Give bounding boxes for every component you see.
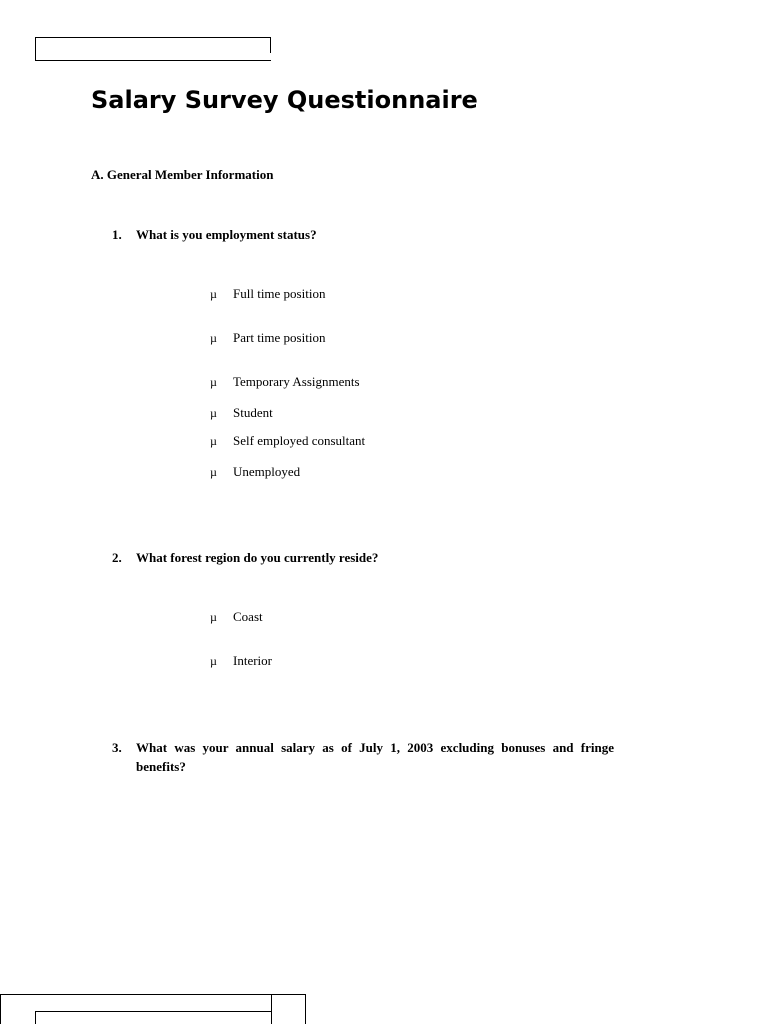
footer-frame (0, 994, 306, 1024)
option-self-employed[interactable] (210, 433, 365, 449)
option-part-time[interactable] (210, 330, 325, 346)
footer-frame-inner (35, 1011, 271, 1024)
question-3 (112, 738, 614, 776)
option-label: Student (233, 405, 273, 420)
question-number: 3. (112, 740, 122, 755)
page-title: Salary Survey Questionnaire (91, 86, 478, 114)
header-frame-left-edge (35, 45, 36, 61)
question-2 (112, 548, 378, 567)
question-text: What was your annual salary as of July 1, 2003 excluding bonuses and fringe benefits? (136, 740, 614, 774)
question-number: 2. (112, 550, 122, 565)
option-label: Unemployed (233, 464, 301, 479)
bullet-symbol: µ (210, 331, 217, 345)
bullet-symbol: µ (210, 654, 217, 668)
option-interior[interactable] (210, 653, 272, 669)
bullet-symbol: µ (210, 434, 217, 448)
option-label: Full time position (233, 286, 326, 301)
footer-frame-divider (271, 994, 272, 1024)
section-heading: A. General Member Information (91, 167, 274, 182)
option-label: Temporary Assignments (233, 374, 360, 389)
question-text: What is you employment status? (136, 227, 317, 242)
header-frame-bottom-edge (35, 60, 271, 61)
bullet-symbol: µ (210, 406, 217, 420)
question-1 (112, 225, 317, 244)
option-coast[interactable] (210, 609, 263, 625)
header-frame (35, 37, 271, 60)
question-text: What forest region do you currently reside? (136, 550, 379, 565)
bullet-symbol: µ (210, 287, 217, 301)
option-temporary[interactable] (210, 374, 360, 390)
option-label: Interior (233, 653, 272, 668)
option-label: Self employed consultant (233, 433, 366, 448)
option-unemployed[interactable] (210, 464, 300, 480)
option-full-time[interactable] (210, 286, 325, 302)
question-number: 1. (112, 227, 122, 242)
bullet-symbol: µ (210, 610, 217, 624)
option-label: Coast (233, 609, 263, 624)
header-frame-box (35, 37, 271, 53)
option-student[interactable] (210, 405, 273, 421)
option-label: Part time position (233, 330, 326, 345)
bullet-symbol: µ (210, 375, 217, 389)
bullet-symbol: µ (210, 465, 217, 479)
